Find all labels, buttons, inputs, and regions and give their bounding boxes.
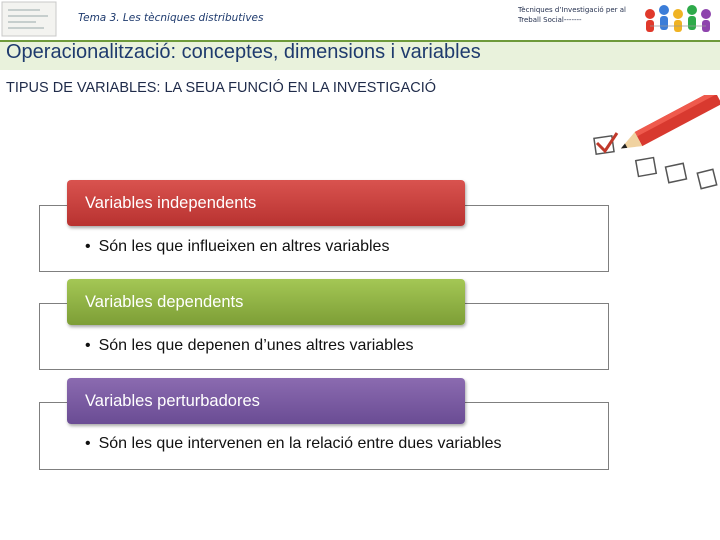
- variable-heading-dependents: Variables dependents: [67, 279, 465, 325]
- variable-description-dependents: • Són les que depenen d’unes altres variables: [85, 337, 414, 354]
- course-label: Tècniques d’Investigació per al Treball Social-------: [518, 6, 626, 24]
- section-subtitle: TIPUS DE VARIABLES: LA SEUA FUNCIÓ EN LA INVESTIGACIÓ: [6, 80, 437, 96]
- people-network-icon: [640, 0, 720, 40]
- variable-description-perturbadores: • Són les que intervenen en la relació entre dues variables: [85, 435, 502, 452]
- header: [0, 0, 720, 40]
- variable-description-independents: • Són les que influeixen en altres variables: [85, 238, 390, 255]
- document-thumbnail-icon: [0, 0, 58, 40]
- tema-label: Tema 3. Les tècniques distributives: [78, 12, 264, 24]
- bullet: •: [85, 238, 91, 255]
- page-title: Operacionalització: conceptes, dimensions i variables: [6, 41, 481, 63]
- pencil-checkbox-icon: [575, 95, 720, 195]
- bullet: •: [85, 337, 91, 354]
- variable-heading-independents: Variables independents: [67, 180, 465, 226]
- variable-heading-perturbadores: Variables perturbadores: [67, 378, 465, 424]
- bullet: •: [85, 435, 91, 452]
